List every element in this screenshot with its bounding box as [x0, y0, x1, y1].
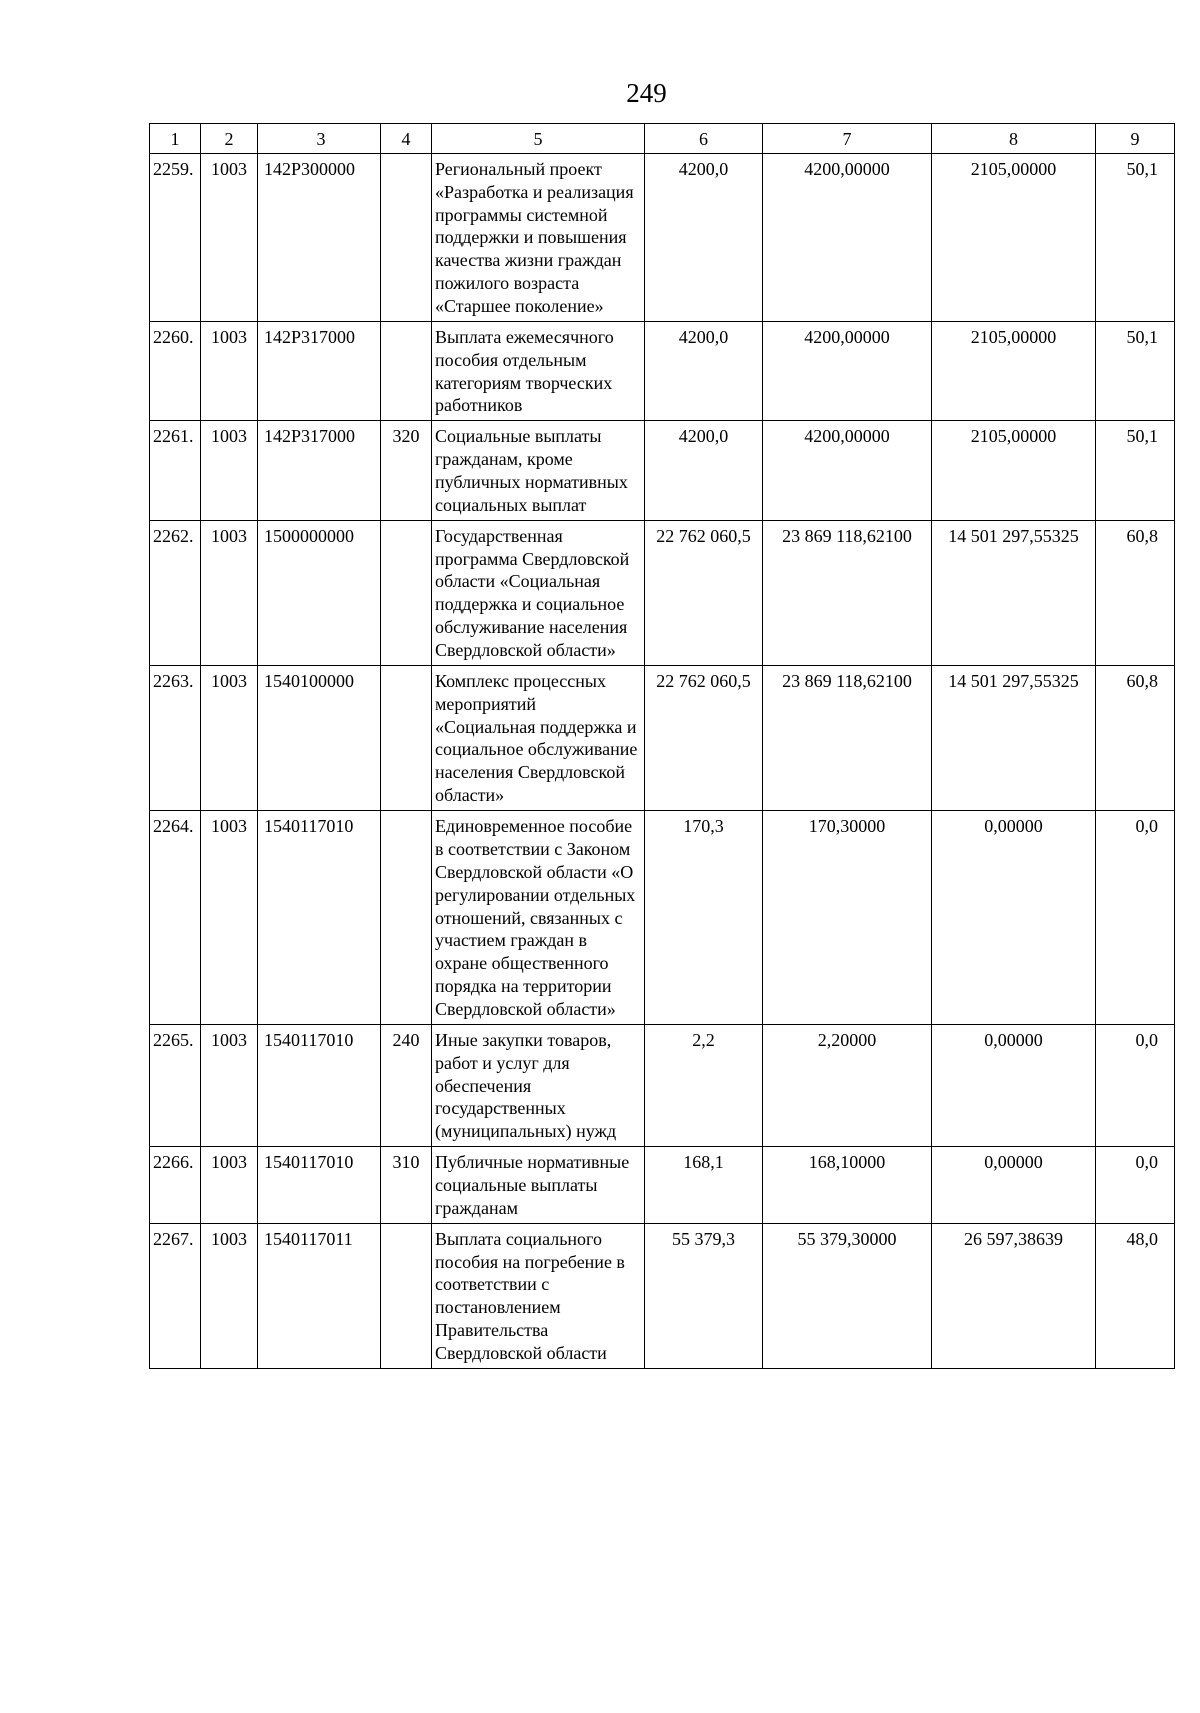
header-row: [150, 124, 1175, 154]
budget-table: [149, 123, 1175, 1369]
row-number: 2261.: [150, 421, 201, 520]
item-name: Выплата ежемесячного пособия отдельным категориям творческих работников: [432, 321, 645, 420]
section-code: 1003: [201, 665, 258, 810]
table-row: [150, 321, 1175, 420]
section-code: 1003: [201, 1024, 258, 1146]
section-code: 1003: [201, 1147, 258, 1224]
target-article-code: 142P300000: [258, 153, 381, 321]
item-name: Комплекс процессных мероприятий «Социальная поддержка и социальное обслуживание населения Свердловской области»: [432, 665, 645, 810]
header-col-8: 8: [932, 124, 1096, 154]
planned-amount: 22 762 060,5: [645, 520, 763, 665]
executed-amount: 2105,00000: [932, 421, 1096, 520]
header-col-1: 1: [150, 124, 201, 154]
target-article-code: 1540100000: [258, 665, 381, 810]
expense-type-code: [381, 520, 432, 665]
row-number: 2263.: [150, 665, 201, 810]
executed-amount: 0,00000: [932, 1147, 1096, 1224]
row-number: 2260.: [150, 321, 201, 420]
header-col-4: 4: [381, 124, 432, 154]
row-number: 2262.: [150, 520, 201, 665]
planned-amount: 22 762 060,5: [645, 665, 763, 810]
execution-percent: 0,0: [1096, 1024, 1175, 1146]
approved-amount: 4200,00000: [763, 321, 932, 420]
expense-type-code: [381, 665, 432, 810]
expense-type-code: 320: [381, 421, 432, 520]
execution-percent: 0,0: [1096, 1147, 1175, 1224]
planned-amount: 4200,0: [645, 421, 763, 520]
execution-percent: 50,1: [1096, 153, 1175, 321]
table-row: [150, 1223, 1175, 1368]
target-article-code: 1540117010: [258, 1024, 381, 1146]
target-article-code: 1540117010: [258, 811, 381, 1025]
execution-percent: 60,8: [1096, 665, 1175, 810]
executed-amount: 2105,00000: [932, 321, 1096, 420]
approved-amount: 23 869 118,62100: [763, 520, 932, 665]
planned-amount: 55 379,3: [645, 1223, 763, 1368]
execution-percent: 50,1: [1096, 421, 1175, 520]
planned-amount: 2,2: [645, 1024, 763, 1146]
item-name: Государственная программа Свердловской области «Социальная поддержка и социальное обслуживание населения Свердловской области»: [432, 520, 645, 665]
item-name: Социальные выплаты гражданам, кроме публичных нормативных социальных выплат: [432, 421, 645, 520]
table-row: [150, 1147, 1175, 1224]
execution-percent: 0,0: [1096, 811, 1175, 1025]
executed-amount: 26 597,38639: [932, 1223, 1096, 1368]
expense-type-code: [381, 811, 432, 1025]
executed-amount: 0,00000: [932, 811, 1096, 1025]
expense-type-code: 310: [381, 1147, 432, 1224]
header-col-9: 9: [1096, 124, 1175, 154]
expense-type-code: 240: [381, 1024, 432, 1146]
header-col-6: 6: [645, 124, 763, 154]
row-number: 2259.: [150, 153, 201, 321]
executed-amount: 2105,00000: [932, 153, 1096, 321]
target-article-code: 1500000000: [258, 520, 381, 665]
planned-amount: 4200,0: [645, 153, 763, 321]
expense-type-code: [381, 321, 432, 420]
item-name: Публичные нормативные социальные выплаты гражданам: [432, 1147, 645, 1224]
table-row: [150, 665, 1175, 810]
approved-amount: 168,10000: [763, 1147, 932, 1224]
planned-amount: 170,3: [645, 811, 763, 1025]
header-col-3: 3: [258, 124, 381, 154]
expense-type-code: [381, 1223, 432, 1368]
executed-amount: 14 501 297,55325: [932, 520, 1096, 665]
section-code: 1003: [201, 153, 258, 321]
target-article-code: 142P317000: [258, 321, 381, 420]
target-article-code: 142P317000: [258, 421, 381, 520]
execution-percent: 48,0: [1096, 1223, 1175, 1368]
section-code: 1003: [201, 811, 258, 1025]
item-name: Единовременное пособие в соответствии с Законом Свердловской области «О регулировании отдельных отношений, связанных с участием граждан в охране общественного порядка на территории Свердловской области»: [432, 811, 645, 1025]
header-col-5: 5: [432, 124, 645, 154]
execution-percent: 60,8: [1096, 520, 1175, 665]
approved-amount: 55 379,30000: [763, 1223, 932, 1368]
expense-type-code: [381, 153, 432, 321]
row-number: 2265.: [150, 1024, 201, 1146]
target-article-code: 1540117010: [258, 1147, 381, 1224]
page-number: 249: [626, 78, 667, 108]
table-row: [150, 811, 1175, 1025]
section-code: 1003: [201, 520, 258, 665]
executed-amount: 0,00000: [932, 1024, 1096, 1146]
header-col-2: 2: [201, 124, 258, 154]
item-name: Иные закупки товаров, работ и услуг для обеспечения государственных (муниципальных) нужд: [432, 1024, 645, 1146]
row-number: 2264.: [150, 811, 201, 1025]
approved-amount: 4200,00000: [763, 421, 932, 520]
approved-amount: 4200,00000: [763, 153, 932, 321]
row-number: 2267.: [150, 1223, 201, 1368]
table-row: [150, 1024, 1175, 1146]
item-name: Региональный проект «Разработка и реализация программы системной поддержки и повышения качества жизни граждан пожилого возраста «Старшее поколение»: [432, 153, 645, 321]
table-row: [150, 421, 1175, 520]
approved-amount: 170,30000: [763, 811, 932, 1025]
section-code: 1003: [201, 321, 258, 420]
target-article-code: 1540117011: [258, 1223, 381, 1368]
section-code: 1003: [201, 1223, 258, 1368]
header-col-7: 7: [763, 124, 932, 154]
item-name: Выплата социального пособия на погребение в соответствии с постановлением Правительства Свердловской области: [432, 1223, 645, 1368]
approved-amount: 23 869 118,62100: [763, 665, 932, 810]
section-code: 1003: [201, 421, 258, 520]
table-row: [150, 153, 1175, 321]
row-number: 2266.: [150, 1147, 201, 1224]
table-row: [150, 520, 1175, 665]
approved-amount: 2,20000: [763, 1024, 932, 1146]
planned-amount: 4200,0: [645, 321, 763, 420]
planned-amount: 168,1: [645, 1147, 763, 1224]
execution-percent: 50,1: [1096, 321, 1175, 420]
executed-amount: 14 501 297,55325: [932, 665, 1096, 810]
